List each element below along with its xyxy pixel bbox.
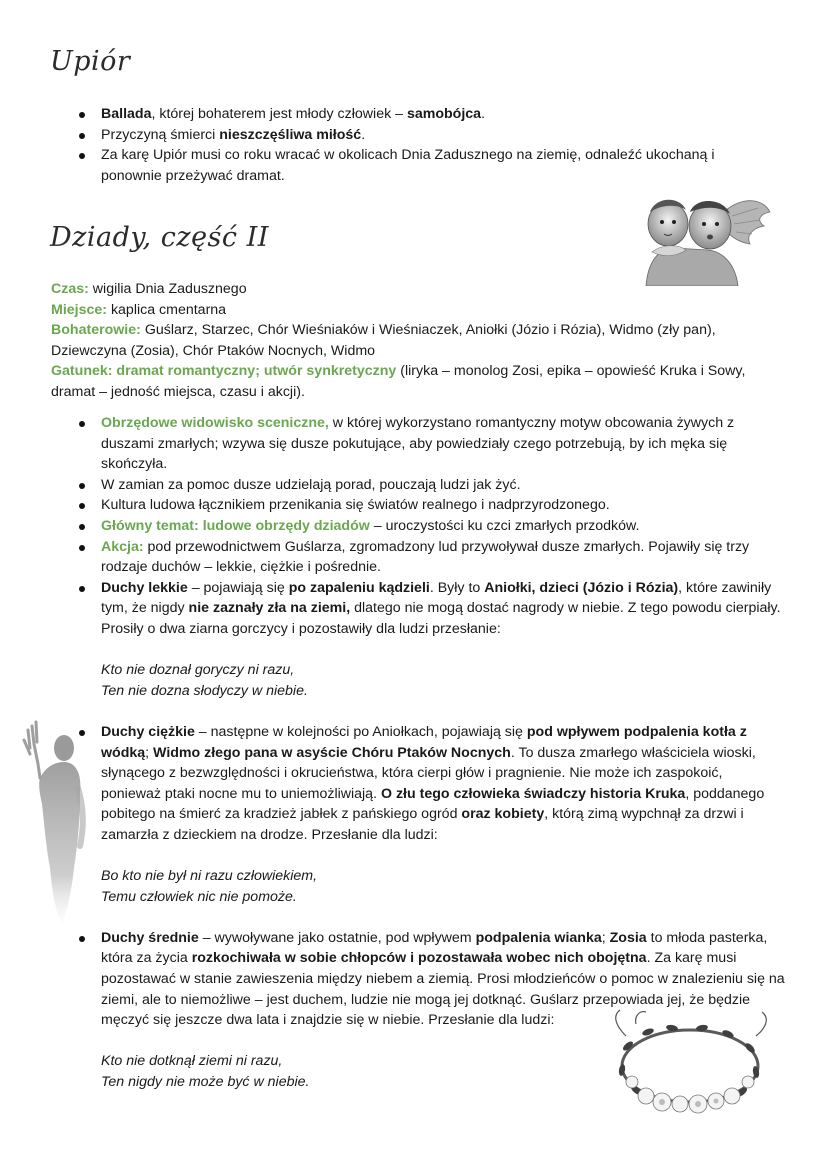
list-item: Kultura ludowa łącznikiem przenikania się światów realnego i nadprzyrodzonego. xyxy=(73,495,785,516)
quote-line: Kto nie doznał goryczy ni razu, xyxy=(101,662,295,679)
list-item: Przyczyną śmierci nieszczęśliwa miłość. xyxy=(73,125,773,146)
dziady-list xyxy=(73,413,785,1093)
quote-line: Ten nie dozna słodyczy w niebie. xyxy=(101,682,308,699)
upior-title: Upiór xyxy=(50,46,131,77)
list-item: Duchy ciężkie – następne w kolejności po Aniołkach, pojawiają się pod wpływem podpalenia kotła z wódką; Widmo złego pana w asyście Chóru Ptaków Nocnych. To dusza zmarłego właściciela wioski, słynącego z bezwzględności i okrucieństwa, która cierpi głów i pragnienie. Nie może ich zaspokoić, ponieważ ptaki nocne mu to uniemożliwiają. O złu tego człowieka świadczy historia Kruka, poddanego pobitego na śmierć za kradzież jabłek z pańskiego ogród oraz kobiety, którą zimą wypchnął za drzwi i zamarzła z dzieckiem na drodze. Przesłanie dla ludzi: Bo kto nie był ni razu człowiekiem, Temu człowiek nic nie pomoże. xyxy=(73,722,785,928)
quote-line: Bo kto nie był ni razu człowiekiem, xyxy=(101,868,318,885)
quote-line: Temu człowiek nic nie pomoże. xyxy=(101,888,297,905)
dziady-info xyxy=(51,279,791,403)
quote-line: Ten nigdy nie może być w niebie. xyxy=(101,1074,310,1090)
list-item: Duchy średnie – wywoływane jako ostatnie, pod wpływem podpalenia wianka; Zosia to młoda pasterka, która za życia rozkochiwała w sobie chłopców i pozostawała wobec nich obojętna. Za karę musi pozostawać w stanie zawieszenia między niebem a ziemią. Prosi młodzieńców o pomoc w znalezieniu się na ziemi, ale to niemożliwe – jest duchem, ludzie nie mogą jej dotknąć. Guślarz przepowiada jej, że będzie męczyć się jeszcze dwa lata i znajdzie się w niebie. Przesłanie dla ludzi: Kto nie dotknął ziemi ni razu, Ten nigdy nie może być w niebie. xyxy=(73,928,785,1093)
info-czas: Czas: wigilia Dnia Zadusznego xyxy=(51,281,247,297)
list-item: Duchy lekkie – pojawiają się po zapaleniu kądzieli. Były to Aniołki, dzieci (Józio i Rózia), które zawiniły tym, że nigdy nie zaznały zła na ziemi, dlatego nie mogą dostać nagrody w niebie. Z tego powodu cierpiały. Prosiły o dwa ziarna gorczycy i pozostawiły dla ludzi przesłanie: Kto nie doznał goryczy ni razu, Ten nie dozna słodyczy w niebie. xyxy=(73,578,785,722)
dziady-title: Dziady, część II xyxy=(50,222,269,253)
list-item: Akcja: pod przewodnictwem Guślarza, zgromadzony lud przywoływał dusze zmarłych. Pojawiły się trzy rodzaje duchów – lekkie, ciężkie i pośrednie. xyxy=(73,537,785,578)
info-gatunek: Gatunek: dramat romantyczny; utwór synkretyczny (liryka – monolog Zosi, epika – opowieść Kruka i Sowy, dramat – jedność miejsca, czasu i akcji). xyxy=(51,363,746,400)
list-item: Za karę Upiór musi co roku wracać w okolicach Dnia Zadusznego na ziemię, odnaleźć ukochaną i ponownie przeżywać dramat. xyxy=(73,145,773,186)
info-bohaterowie: Bohaterowie: Guślarz, Starzec, Chór Wieśniaków i Wieśniaczek, Aniołki (Józio i Rózia), Widmo (zły pan), Dziewczyna (Zosia), Chór Ptaków Nocnych, Widmo xyxy=(51,322,716,359)
quote-line: Kto nie dotknął ziemi ni razu, xyxy=(101,1053,283,1070)
list-item: Ballada, której bohaterem jest młody człowiek – samobójca. xyxy=(73,104,773,125)
info-miejsce: Miejsce: kaplica cmentarna xyxy=(51,301,227,318)
list-item: Obrzędowe widowisko sceniczne, w której wykorzystano romantyczny motyw obcowania żywych z duszami zmarłych; wzywa się dusze pokutujące, aby powiedziały czego potrzebują, by ich męka się skończyła. xyxy=(73,413,785,475)
list-item: W zamian za pomoc dusze udzielają porad, pouczają ludzi jak żyć. xyxy=(73,475,785,496)
list-item: Główny temat: ludowe obrzędy dziadów – uroczystości ku czci zmarłych przodków. xyxy=(73,516,785,537)
flower-wreath-illustration xyxy=(606,1006,774,1118)
cherubs-illustration xyxy=(638,190,772,286)
upior-list xyxy=(73,104,773,186)
